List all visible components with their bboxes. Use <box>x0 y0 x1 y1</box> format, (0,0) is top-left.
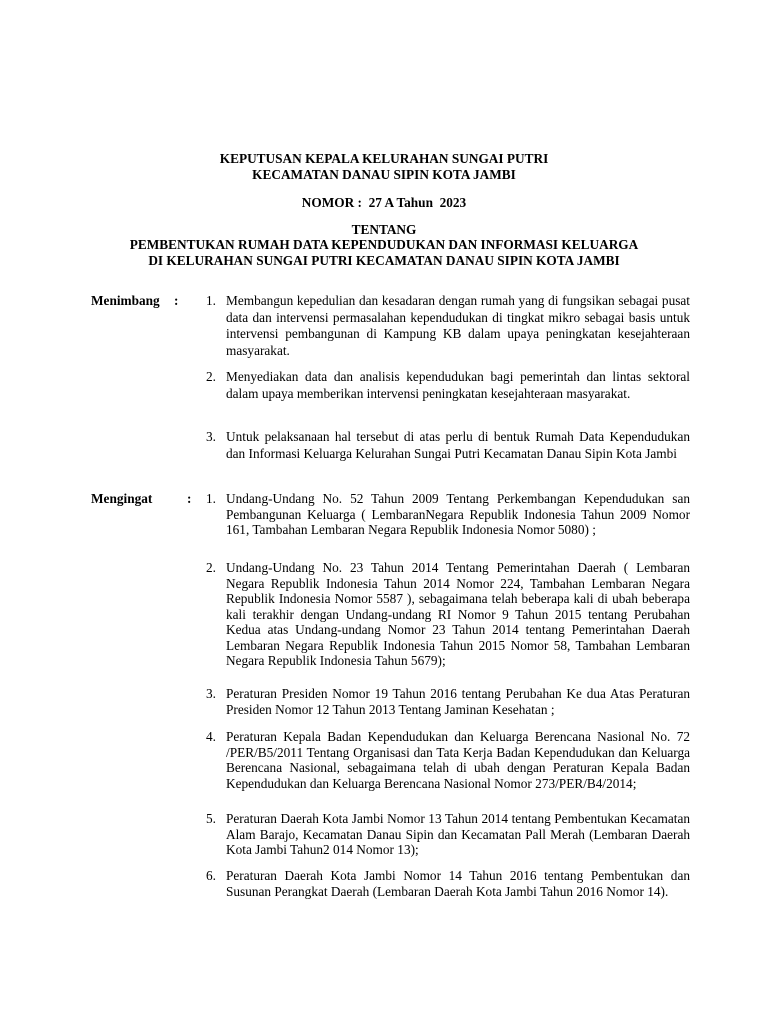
item-text: Untuk pelaksanaan hal tersebut di atas perlu di bentuk Rumah Data Kependudukan dan Informasi Keluarga Kelurahan Sungai Putri Kecamatan Danau Sipin Kota Jambi <box>226 429 690 461</box>
item-number: 6. <box>206 868 216 883</box>
decree-number: NOMOR : 27 A Tahun 2023 <box>301 195 467 210</box>
mengingat-item-5 <box>206 811 690 858</box>
decree-subject-line2: DI KELURAHAN SUNGAI PUTRI KECAMATAN DANAU SIPIN KOTA JAMBI <box>148 253 620 268</box>
item-number: 3. <box>206 429 216 444</box>
item-number: 2. <box>206 369 216 384</box>
mengingat-item-1 <box>206 491 690 538</box>
mengingat-item-3 <box>206 686 690 717</box>
decree-title-line1: KEPUTUSAN KEPALA KELURAHAN SUNGAI PUTRI <box>219 151 549 166</box>
item-text: Membangun kepedulian dan kesadaran dengan rumah yang di fungsikan sebagai pusat data dan intervensi permasalahan kependudukan di tingkat mikro sebagai basis untuk intervensi pembangunan di Kampung KB dalam upaya peningkatan kesejahteraan masyarakat. <box>226 293 690 358</box>
menimbang-item-2 <box>206 369 690 402</box>
item-text: Menyediakan data dan analisis kependudukan bagi pemerintah dan lintas sektoral dalam upaya memberikan intervensi peningkatan kesejahteraan masyarakat. <box>226 369 690 401</box>
item-number: 1. <box>206 491 216 506</box>
decree-title-line2: KECAMATAN DANAU SIPIN KOTA JAMBI <box>252 167 516 182</box>
decree-subject-line1: PEMBENTUKAN RUMAH DATA KEPENDUDUKAN DAN INFORMASI KELUARGA <box>129 237 639 252</box>
menimbang-item-1 <box>206 293 690 359</box>
mengingat-item-2 <box>206 560 690 669</box>
item-number: 4. <box>206 729 216 744</box>
item-number: 3. <box>206 686 216 701</box>
item-number: 2. <box>206 560 216 575</box>
menimbang-item-3 <box>206 429 690 462</box>
item-text: Peraturan Kepala Badan Kependudukan dan Keluarga Berencana Nasional No. 72 /PER/B5/2011 Tentang Organisasi dan Tata Kerja Badan Kependudukan dan Keluarga Berencana Nasional, sebagaimana telah di ubah dengan Peraturan Kepala Badan Kependudukan dan Keluarga Berencana Nasional Nomor 273/PER/B4/2014; <box>226 729 690 791</box>
tentang-heading: TENTANG <box>351 222 417 237</box>
item-text: Peraturan Presiden Nomor 19 Tahun 2016 tentang Perubahan Ke dua Atas Peraturan Presiden Nomor 12 Tahun 2013 Tentang Jaminan Kesehatan ; <box>226 686 690 717</box>
item-text: Undang-Undang No. 52 Tahun 2009 Tentang Perkembangan Kependudukan san Pembangunan Keluarga ( LembaranNegara Republik Indonesia Tahun 2009 Nomor 161, Tambahan Lembaran Negara Republik Indonesia Nomor 5080) ; <box>226 491 690 537</box>
menimbang-colon: : <box>174 293 179 308</box>
item-text: Peraturan Daerah Kota Jambi Nomor 14 Tahun 2016 tentang Pembentukan dan Susunan Perangkat Daerah (Lembaran Daerah Kota Jambi Tahun 2016 Nomor 14). <box>226 868 690 899</box>
mengingat-item-4 <box>206 729 690 791</box>
item-text: Peraturan Daerah Kota Jambi Nomor 13 Tahun 2014 tentang Pembentukan Kecamatan Alam Barajo, Kecamatan Danau Sipin dan Kecamatan Pall Merah (Lembaran Daerah Kota Jambi Tahun2 014 Nomor 13); <box>226 811 690 857</box>
menimbang-label: Menimbang <box>91 293 160 308</box>
item-number: 5. <box>206 811 216 826</box>
item-number: 1. <box>206 293 216 308</box>
mengingat-item-6 <box>206 868 690 899</box>
mengingat-colon: : <box>187 491 192 506</box>
item-text: Undang-Undang No. 23 Tahun 2014 Tentang Pemerintahan Daerah ( Lembaran Negara Republik Indonesia Tahun 2014 Nomor 224, Tambahan Lembaran Negara Republik Indonesia Nomor 5587 ), sebagaimana telah beberapa kali di ubah beberapa kali terakhir dengan Undang-undang RI Nomor 9 Tahun 2015 tentang Perubahan Kedua atas Undang-undang Nomor 23 Tahun 2014 tentang Pemerintahan Daerah Lembaran Negara Republik Indonesia Tahun 2015 Nomor 58, Tambahan Lembaran Negara Republik Indonesia Tahun 5679); <box>226 560 690 668</box>
mengingat-label: Mengingat <box>91 491 153 506</box>
